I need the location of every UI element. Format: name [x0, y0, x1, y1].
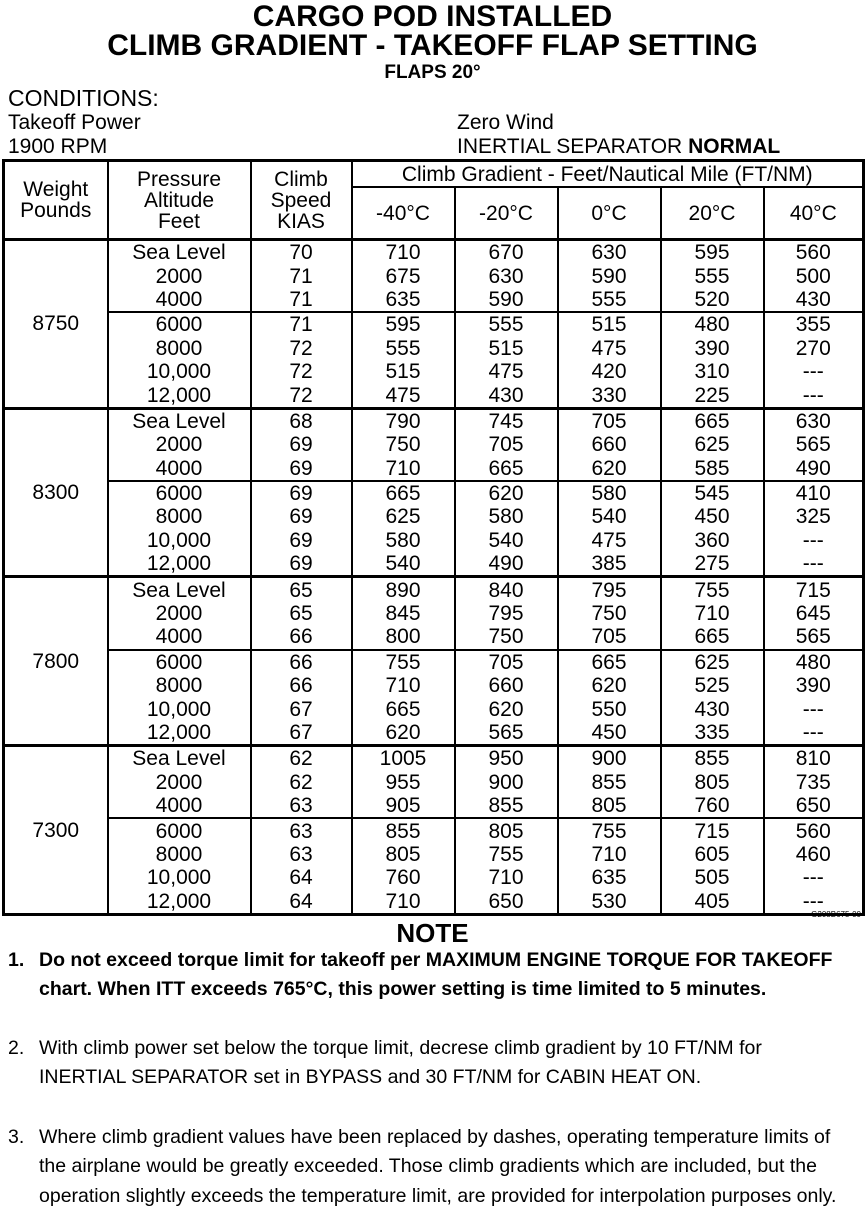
gradient-cell: 410 [764, 481, 864, 505]
gradient-cell: 845 [352, 602, 455, 625]
speed-cell: 72 [251, 337, 352, 360]
gradient-cell: 750 [352, 433, 455, 456]
gradient-cell: 755 [558, 818, 661, 842]
altitude-cell: 10,000 [108, 529, 251, 552]
table-row [4, 552, 864, 577]
speed-cell: 71 [251, 312, 352, 336]
speed-cell: 62 [251, 771, 352, 794]
weight-cell: 8300 [4, 408, 108, 577]
condition-separator [457, 136, 780, 157]
gradient-cell: 795 [455, 602, 558, 625]
gradient-cell: 565 [455, 721, 558, 746]
gradient-cell: 625 [661, 650, 764, 674]
gradient-cell: 580 [455, 505, 558, 528]
gradient-cell: 540 [352, 552, 455, 577]
separator-mode: NORMAL [688, 135, 781, 158]
gradient-cell: 475 [558, 529, 661, 552]
note-number: 1. [8, 949, 25, 971]
speed-cell: 69 [251, 433, 352, 456]
weight-cell: 7300 [4, 746, 108, 915]
speed-cell: 66 [251, 674, 352, 697]
speed-cell: 64 [251, 890, 352, 915]
speed-cell: 72 [251, 383, 352, 408]
gradient-cell: 595 [352, 312, 455, 336]
gradient-cell: 900 [455, 771, 558, 794]
figure-code: G208B675-00 [811, 910, 861, 919]
flap-setting-subtitle: FLAPS 20° [384, 62, 481, 83]
header-temp-40: 40°C [764, 187, 864, 240]
table-row [4, 505, 864, 528]
gradient-cell: 630 [558, 240, 661, 265]
speed-cell: 64 [251, 866, 352, 889]
gradient-cell: 625 [661, 433, 764, 456]
gradient-cell: 805 [558, 794, 661, 818]
gradient-cell: 565 [764, 625, 864, 649]
gradient-cell: 565 [764, 433, 864, 456]
gradient-cell: 605 [661, 843, 764, 866]
gradient-cell: 540 [558, 505, 661, 528]
altitude-cell: 6000 [108, 481, 251, 505]
gradient-cell: --- [764, 890, 864, 915]
gradient-cell: 840 [455, 577, 558, 602]
table-row [4, 360, 864, 383]
speed-cell: 70 [251, 240, 352, 265]
weight-cell: 8750 [4, 240, 108, 409]
gradient-cell: 620 [455, 697, 558, 720]
gradient-cell: 390 [661, 337, 764, 360]
gradient-cell: 665 [558, 650, 661, 674]
altitude-cell: 12,000 [108, 552, 251, 577]
gradient-cell: 390 [764, 674, 864, 697]
gradient-cell: 805 [455, 818, 558, 842]
gradient-cell: 555 [352, 337, 455, 360]
gradient-cell: 710 [352, 457, 455, 481]
altitude-cell: 10,000 [108, 697, 251, 720]
gradient-cell: 490 [455, 552, 558, 577]
gradient-cell: 635 [558, 866, 661, 889]
gradient-cell: 705 [455, 650, 558, 674]
header-temp-0: 0°C [558, 187, 661, 240]
speed-cell: 66 [251, 625, 352, 649]
header-speed: Climb Speed KIAS [251, 161, 352, 240]
altitude-cell: Sea Level [108, 746, 251, 771]
table-row [4, 240, 864, 265]
gradient-cell: 525 [661, 674, 764, 697]
gradient-cell: 490 [764, 457, 864, 481]
table-row [4, 312, 864, 336]
speed-cell: 72 [251, 360, 352, 383]
speed-cell: 69 [251, 505, 352, 528]
gradient-cell: 555 [558, 288, 661, 312]
gradient-cell: 430 [764, 288, 864, 312]
gradient-cell: 760 [661, 794, 764, 818]
gradient-cell: 790 [352, 408, 455, 433]
altitude-cell: 8000 [108, 674, 251, 697]
gradient-cell: 660 [558, 433, 661, 456]
gradient-cell: 475 [455, 360, 558, 383]
gradient-cell: 760 [352, 866, 455, 889]
gradient-cell: 310 [661, 360, 764, 383]
gradient-cell: 520 [661, 288, 764, 312]
gradient-cell: 430 [455, 383, 558, 408]
table-row [4, 721, 864, 746]
conditions-heading: CONDITIONS: [8, 85, 159, 111]
table-row [4, 337, 864, 360]
altitude-cell: 8000 [108, 337, 251, 360]
altitude-cell: 4000 [108, 794, 251, 818]
gradient-cell: 385 [558, 552, 661, 577]
gradient-cell: 750 [455, 625, 558, 649]
speed-cell: 65 [251, 577, 352, 602]
table-row [4, 674, 864, 697]
gradient-cell: 675 [352, 264, 455, 287]
gradient-cell: 515 [455, 337, 558, 360]
altitude-cell: 6000 [108, 312, 251, 336]
gradient-cell: 710 [352, 240, 455, 265]
gradient-cell: 900 [558, 746, 661, 771]
table-row [4, 771, 864, 794]
gradient-cell: 665 [352, 481, 455, 505]
altitude-cell: 2000 [108, 433, 251, 456]
gradient-cell: 750 [558, 602, 661, 625]
table-row [4, 650, 864, 674]
table-row [4, 383, 864, 408]
climb-gradient-table [2, 159, 865, 916]
note-number: 3. [8, 1126, 25, 1148]
gradient-cell: 715 [661, 818, 764, 842]
gradient-cell: 505 [661, 866, 764, 889]
gradient-cell: 405 [661, 890, 764, 915]
separator-label: INERTIAL SEPARATOR [457, 135, 683, 158]
speed-cell: 67 [251, 697, 352, 720]
gradient-cell: 475 [558, 337, 661, 360]
gradient-cell: 450 [558, 721, 661, 746]
gradient-cell: 620 [558, 674, 661, 697]
table-row [4, 264, 864, 287]
gradient-cell: 665 [661, 408, 764, 433]
gradient-cell: --- [764, 552, 864, 577]
gradient-cell: 580 [558, 481, 661, 505]
gradient-cell: 710 [455, 866, 558, 889]
gradient-cell: 705 [455, 433, 558, 456]
gradient-cell: 475 [352, 383, 455, 408]
gradient-cell: 855 [352, 818, 455, 842]
gradient-cell: 710 [661, 602, 764, 625]
table-row [4, 890, 864, 915]
gradient-cell: 585 [661, 457, 764, 481]
gradient-cell: 665 [455, 457, 558, 481]
gradient-cell: --- [764, 360, 864, 383]
speed-cell: 69 [251, 481, 352, 505]
altitude-cell: 4000 [108, 457, 251, 481]
speed-cell: 62 [251, 746, 352, 771]
altitude-cell: 12,000 [108, 383, 251, 408]
table-row [4, 697, 864, 720]
gradient-cell: 805 [352, 843, 455, 866]
gradient-cell: 545 [661, 481, 764, 505]
gradient-cell: 795 [558, 577, 661, 602]
gradient-cell: 660 [455, 674, 558, 697]
gradient-cell: 855 [558, 771, 661, 794]
table-row [4, 433, 864, 456]
header-gradient: Climb Gradient - Feet/Nautical Mile (FT/NM) [352, 161, 864, 188]
altitude-cell: 2000 [108, 771, 251, 794]
altitude-cell: 10,000 [108, 866, 251, 889]
gradient-cell: 515 [352, 360, 455, 383]
speed-cell: 63 [251, 843, 352, 866]
gradient-cell: 595 [661, 240, 764, 265]
title-line-2: CLIMB GRADIENT - TAKEOFF FLAP SETTING [107, 29, 758, 62]
gradient-cell: 705 [558, 408, 661, 433]
gradient-cell: 710 [558, 843, 661, 866]
speed-cell: 71 [251, 264, 352, 287]
gradient-cell: 270 [764, 337, 864, 360]
gradient-cell: 500 [764, 264, 864, 287]
gradient-cell: 430 [661, 697, 764, 720]
gradient-cell: 335 [661, 721, 764, 746]
speed-cell: 69 [251, 529, 352, 552]
gradient-cell: 590 [455, 288, 558, 312]
gradient-cell: 705 [558, 625, 661, 649]
gradient-cell: 560 [764, 240, 864, 265]
note-item-2 [8, 1034, 848, 1093]
note-heading: NOTE [396, 918, 469, 948]
table-row [4, 818, 864, 842]
speed-cell: 65 [251, 602, 352, 625]
gradient-cell: 540 [455, 529, 558, 552]
table-row [4, 602, 864, 625]
altitude-cell: 6000 [108, 650, 251, 674]
gradient-cell: 360 [661, 529, 764, 552]
header-temp-minus40: -40°C [352, 187, 455, 240]
gradient-cell: --- [764, 529, 864, 552]
gradient-cell: --- [764, 721, 864, 746]
speed-cell: 71 [251, 288, 352, 312]
table-row [4, 288, 864, 312]
gradient-cell: 855 [661, 746, 764, 771]
gradient-cell: 650 [455, 890, 558, 915]
gradient-cell: 710 [352, 890, 455, 915]
altitude-cell: 12,000 [108, 890, 251, 915]
gradient-cell: 555 [661, 264, 764, 287]
gradient-cell: 855 [455, 794, 558, 818]
note-item-1 [8, 946, 848, 1005]
gradient-cell: 630 [455, 264, 558, 287]
note-item-3 [8, 1123, 848, 1211]
speed-cell: 69 [251, 457, 352, 481]
table-body [4, 240, 864, 915]
gradient-cell: 620 [352, 721, 455, 746]
gradient-cell: 420 [558, 360, 661, 383]
gradient-cell: 275 [661, 552, 764, 577]
table-row [4, 843, 864, 866]
speed-cell: 66 [251, 650, 352, 674]
gradient-cell: 580 [352, 529, 455, 552]
table-row [4, 529, 864, 552]
gradient-cell: 460 [764, 843, 864, 866]
gradient-cell: 665 [661, 625, 764, 649]
altitude-cell: 4000 [108, 288, 251, 312]
speed-cell: 69 [251, 552, 352, 577]
gradient-cell: 1005 [352, 746, 455, 771]
table-row [4, 794, 864, 818]
gradient-cell: 225 [661, 383, 764, 408]
header-temp-minus20: -20°C [455, 187, 558, 240]
gradient-cell: 755 [661, 577, 764, 602]
gradient-cell: 905 [352, 794, 455, 818]
gradient-cell: 755 [352, 650, 455, 674]
title-line-1: CARGO POD INSTALLED [252, 0, 613, 33]
speed-cell: 68 [251, 408, 352, 433]
header-altitude: Pressure Altitude Feet [108, 161, 251, 240]
gradient-cell: --- [764, 383, 864, 408]
weight-cell: 7800 [4, 577, 108, 746]
gradient-cell: 330 [558, 383, 661, 408]
table-row [4, 625, 864, 649]
gradient-cell: 625 [352, 505, 455, 528]
altitude-cell: 2000 [108, 602, 251, 625]
gradient-cell: 515 [558, 312, 661, 336]
gradient-cell: 630 [764, 408, 864, 433]
altitude-cell: Sea Level [108, 577, 251, 602]
gradient-cell: 635 [352, 288, 455, 312]
gradient-cell: 715 [764, 577, 864, 602]
gradient-cell: --- [764, 866, 864, 889]
gradient-cell: 480 [764, 650, 864, 674]
gradient-cell: 355 [764, 312, 864, 336]
table-row [4, 746, 864, 771]
table-row [4, 577, 864, 602]
gradient-cell: 550 [558, 697, 661, 720]
altitude-cell: Sea Level [108, 240, 251, 265]
header-temp-20: 20°C [661, 187, 764, 240]
table-row [4, 481, 864, 505]
speed-cell: 67 [251, 721, 352, 746]
altitude-cell: Sea Level [108, 408, 251, 433]
gradient-cell: 555 [455, 312, 558, 336]
gradient-cell: 800 [352, 625, 455, 649]
gradient-cell: 665 [352, 697, 455, 720]
gradient-cell: 325 [764, 505, 864, 528]
gradient-cell: 560 [764, 818, 864, 842]
table-row [4, 457, 864, 481]
gradient-cell: 755 [455, 843, 558, 866]
gradient-cell: 890 [352, 577, 455, 602]
note-text: With climb power set below the torque limit, decrese climb gradient by 10 FT/NM for INERTIAL SEPARATOR set in BYPASS and 30 FT/NM for CABIN HEAT ON. [39, 1037, 762, 1089]
gradient-cell: 620 [455, 481, 558, 505]
gradient-cell: 620 [558, 457, 661, 481]
gradient-cell: 670 [455, 240, 558, 265]
gradient-cell: 950 [455, 746, 558, 771]
gradient-cell: 710 [352, 674, 455, 697]
gradient-cell: 805 [661, 771, 764, 794]
gradient-cell: 530 [558, 890, 661, 915]
altitude-cell: 4000 [108, 625, 251, 649]
note-number: 2. [8, 1037, 25, 1059]
condition-wind: Zero Wind [457, 111, 554, 134]
altitude-cell: 8000 [108, 843, 251, 866]
gradient-cell: 645 [764, 602, 864, 625]
gradient-cell: --- [764, 697, 864, 720]
note-text: Do not exceed torque limit for takeoff per MAXIMUM ENGINE TORQUE FOR TAKEOFF chart. When ITT exceeds 765°C, this power setting is time limited to 5 minutes. [39, 949, 833, 1001]
header-weight: Weight Pounds [4, 161, 108, 240]
table-row [4, 408, 864, 433]
altitude-cell: 12,000 [108, 721, 251, 746]
gradient-cell: 955 [352, 771, 455, 794]
gradient-cell: 735 [764, 771, 864, 794]
altitude-cell: 2000 [108, 264, 251, 287]
condition-power: Takeoff Power [8, 111, 141, 134]
gradient-cell: 650 [764, 794, 864, 818]
gradient-cell: 590 [558, 264, 661, 287]
gradient-cell: 745 [455, 408, 558, 433]
altitude-cell: 6000 [108, 818, 251, 842]
speed-cell: 63 [251, 818, 352, 842]
table-row [4, 866, 864, 889]
speed-cell: 63 [251, 794, 352, 818]
note-text: Where climb gradient values have been replaced by dashes, operating temperature limits of the airplane would be greatly exceeded. Those climb gradients which are included, but the operation slightly exceeds the temperature limit, are provided for interpolation purposes only. [39, 1126, 837, 1207]
gradient-cell: 480 [661, 312, 764, 336]
gradient-cell: 450 [661, 505, 764, 528]
altitude-cell: 8000 [108, 505, 251, 528]
gradient-cell: 810 [764, 746, 864, 771]
altitude-cell: 10,000 [108, 360, 251, 383]
condition-rpm: 1900 RPM [8, 135, 108, 158]
